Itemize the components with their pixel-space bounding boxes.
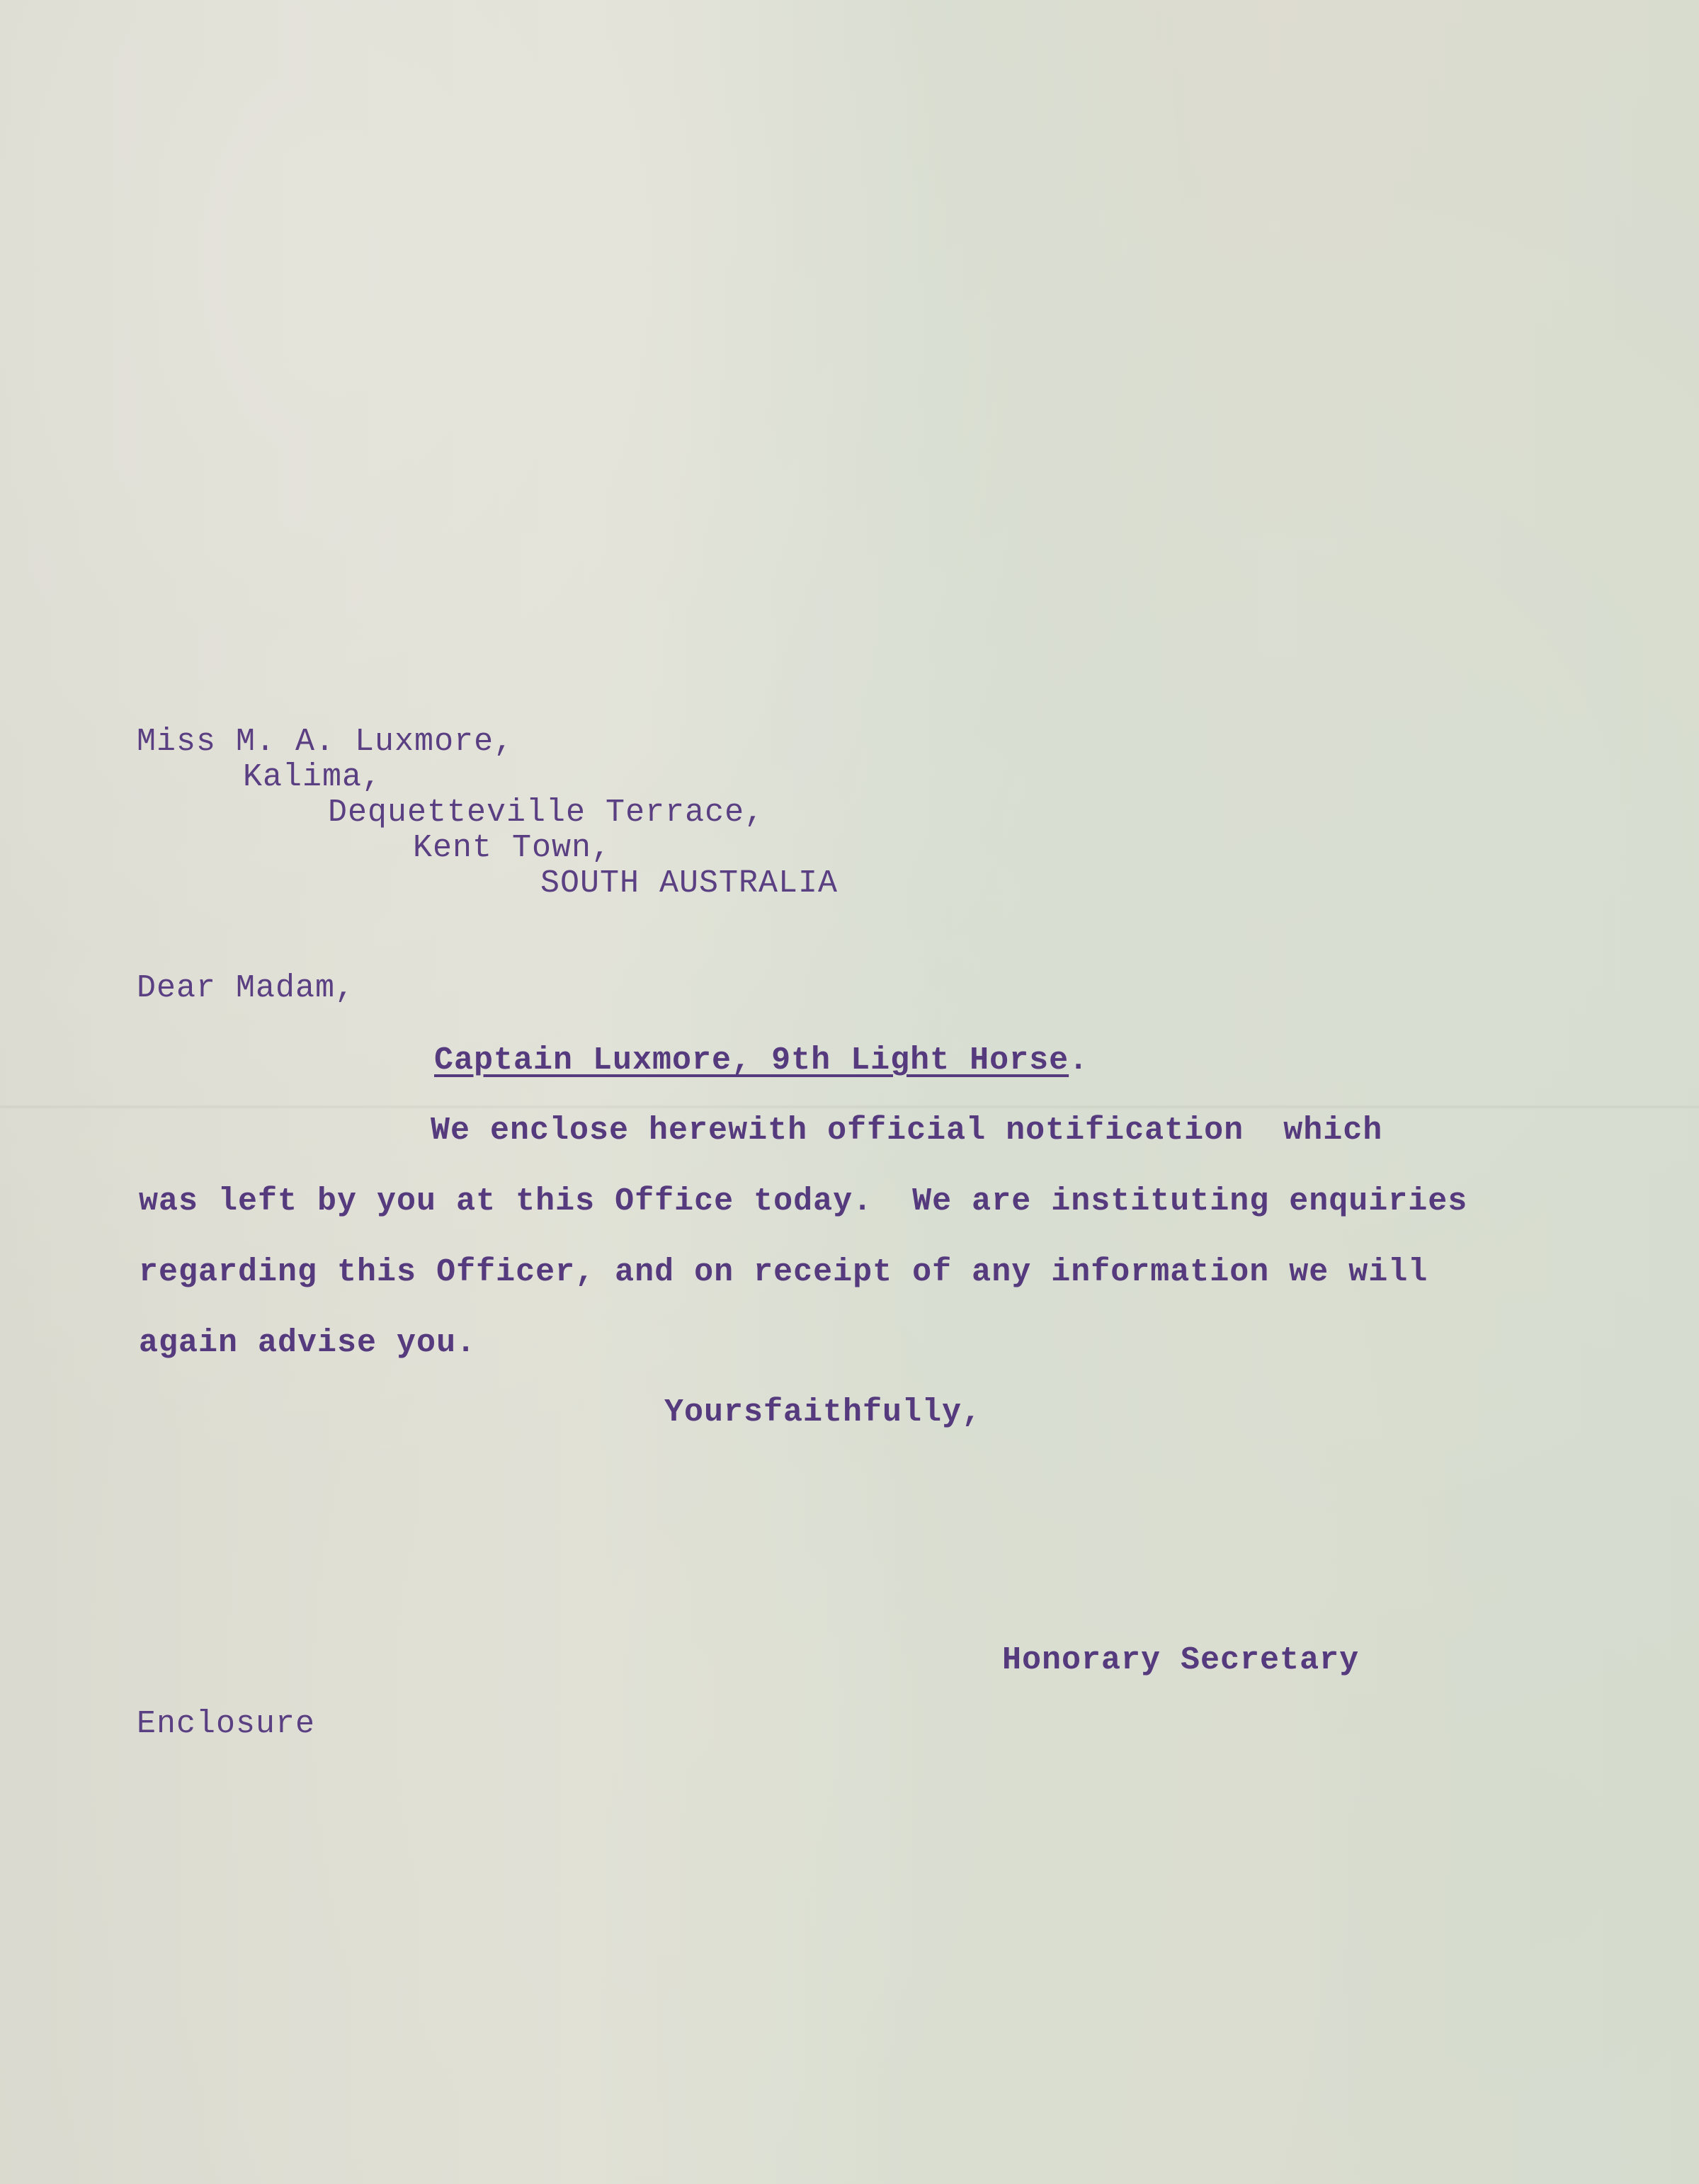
subject-text: Captain Luxmore, 9th Light Horse (434, 1042, 1069, 1079)
body-line-1: We enclose herewith official notification which (431, 1113, 1383, 1149)
address-line-street: Dequetteville Terrace, (328, 795, 765, 831)
subject-period: . (1069, 1042, 1089, 1079)
address-line-house: Kalima, (243, 759, 382, 795)
address-line-suburb: Kent Town, (413, 830, 612, 866)
closing: Yoursfaithfully, (664, 1394, 982, 1431)
enclosure-note: Enclosure (137, 1706, 316, 1742)
address-line-state: SOUTH AUSTRALIA (540, 865, 839, 902)
subject-line (434, 1043, 1089, 1079)
paper-fold (0, 1105, 1699, 1109)
body-line-2: was left by you at this Office today. We are instituting enquiries (139, 1183, 1468, 1219)
salutation: Dear Madam, (137, 970, 356, 1006)
body-line-3: regarding this Officer, and on receipt of any information we will (139, 1254, 1428, 1290)
body-line-4: again advise you. (139, 1325, 477, 1361)
signature-title: Honorary Secretary (1002, 1642, 1360, 1678)
address-line-name: Miss M. A. Luxmore, (137, 724, 514, 760)
